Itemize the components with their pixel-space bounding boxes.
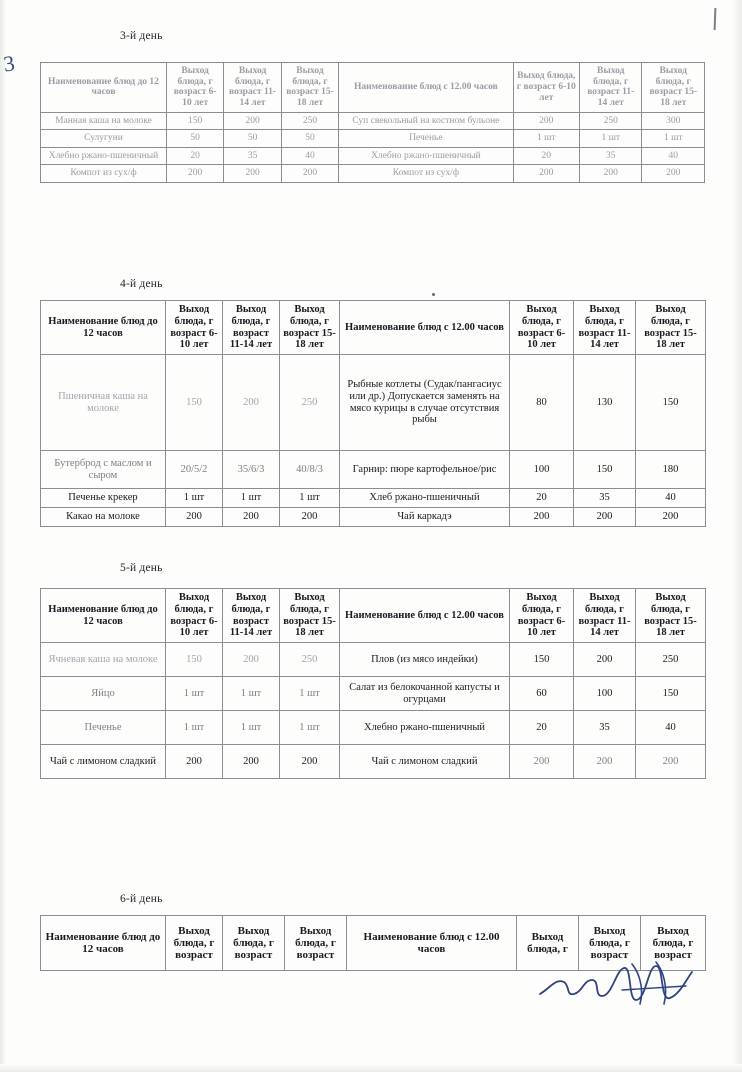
cell-left-15-18: 1 шт (280, 711, 340, 745)
cell-left-6-10: 1 шт (166, 711, 223, 745)
cell-right-15-18: 180 (636, 451, 706, 489)
cell-left-6-10: 150 (166, 643, 223, 677)
scan-edge-bottom (0, 1064, 742, 1072)
cell-left-6-10: 20/5/2 (166, 451, 223, 489)
col-right-15-18: Выход блюда, г возраст 15-18 лет (636, 589, 706, 643)
day-label-5: 5-й день (120, 562, 163, 574)
cell-right-6-10: 150 (510, 643, 574, 677)
cell-right-11-14: 200 (574, 507, 636, 526)
cell-left-6-10: 200 (166, 165, 223, 183)
col-right-11-14: Выход блюда, г возраст 11-14 лет (580, 63, 642, 113)
col-left-name: Наименование блюд до 12 часов (41, 63, 167, 113)
signature-mark (536, 960, 696, 1010)
cell-right-6-10: 20 (513, 147, 580, 165)
cell-left-name: Сулугуни (41, 130, 167, 148)
page-number-handwritten: 3 (1, 50, 17, 77)
cell-right-name: Компот из сух/ф (339, 165, 513, 183)
ink-dot (432, 293, 435, 296)
cell-right-name: Печенье (339, 130, 513, 148)
col-right-6-10: Выход блюда, г возраст 6-10 лет (513, 63, 580, 113)
col-left-11-14: Выход блюда, г возраст (223, 916, 285, 971)
cell-left-name: Какао на молоке (41, 507, 166, 526)
col-left-11-14: Выход блюда, г возраст 11-14 лет (224, 63, 281, 113)
cell-left-name: Печенье (41, 711, 166, 745)
cell-left-15-18: 200 (280, 745, 340, 779)
cell-right-name: Суп свекольный на костном бульоне (339, 112, 513, 130)
col-left-11-14: Выход блюда, г возраст 11-14 лет (223, 301, 280, 355)
day-label-3: 3-й день (120, 30, 163, 42)
table-row (41, 451, 706, 489)
cell-right-11-14: 200 (574, 643, 636, 677)
cell-left-15-18: 40 (281, 147, 338, 165)
col-left-name: Наименование блюд до 12 часов (41, 589, 166, 643)
cell-right-6-10: 80 (510, 355, 574, 451)
cell-right-name: Хлеб ржано-пшеничный (340, 489, 510, 508)
cell-right-11-14: 250 (580, 112, 642, 130)
cell-left-15-18: 200 (281, 165, 338, 183)
col-right-name: Наименование блюд с 12.00 часов (339, 63, 513, 113)
cell-left-15-18: 1 шт (280, 489, 340, 508)
cell-right-15-18: 40 (636, 711, 706, 745)
scan-edge-left (0, 0, 6, 1072)
cell-left-6-10: 20 (166, 147, 223, 165)
cell-right-11-14: 200 (580, 165, 642, 183)
cell-left-name: Ячневая каша на молоке (41, 643, 166, 677)
cell-right-15-18: 250 (636, 643, 706, 677)
cell-right-15-18: 150 (636, 677, 706, 711)
top-right-pen-mark (714, 8, 717, 30)
cell-right-11-14: 130 (574, 355, 636, 451)
cell-left-name: Чай с лимоном сладкий (41, 745, 166, 779)
cell-right-6-10: 200 (510, 507, 574, 526)
col-left-name: Наименование блюд до 12 часов (41, 916, 166, 971)
menu-table-day-4 (40, 300, 706, 527)
cell-left-11-14: 200 (223, 745, 280, 779)
cell-left-name: Бутерброд с маслом и сыром (41, 451, 166, 489)
table-row (41, 147, 705, 165)
cell-left-15-18: 250 (281, 112, 338, 130)
cell-left-name: Компот из сух/ф (41, 165, 167, 183)
col-left-15-18: Выход блюда, г возраст 15-18 лет (280, 589, 340, 643)
cell-right-name: Хлебно ржано-пшеничный (339, 147, 513, 165)
cell-left-11-14: 35/6/3 (223, 451, 280, 489)
cell-left-11-14: 200 (223, 643, 280, 677)
cell-right-15-18: 40 (636, 489, 706, 508)
table-row (41, 112, 705, 130)
cell-right-6-10: 20 (510, 711, 574, 745)
table-row (41, 677, 706, 711)
table-row (41, 130, 705, 148)
col-left-15-18: Выход блюда, г возраст 15-18 лет (280, 301, 340, 355)
cell-left-15-18: 200 (280, 507, 340, 526)
cell-left-15-18: 250 (280, 355, 340, 451)
cell-right-name: Чай каркадэ (340, 507, 510, 526)
cell-left-6-10: 150 (166, 112, 223, 130)
col-left-11-14: Выход блюда, г возраст 11-14 лет (223, 589, 280, 643)
cell-right-6-10: 200 (513, 165, 580, 183)
cell-right-name: Хлебно ржано-пшеничный (340, 711, 510, 745)
table-row (41, 711, 706, 745)
table-row (41, 355, 706, 451)
cell-left-6-10: 1 шт (166, 489, 223, 508)
cell-right-11-14: 1 шт (580, 130, 642, 148)
col-right-6-10: Выход блюда, г возраст 6-10 лет (510, 589, 574, 643)
col-left-6-10: Выход блюда, г возраст (166, 916, 223, 971)
cell-left-15-18: 1 шт (280, 677, 340, 711)
cell-right-6-10: 200 (510, 745, 574, 779)
cell-right-15-18: 200 (642, 165, 705, 183)
col-right-15-18: Выход блюда, г возраст 15-18 лет (636, 301, 706, 355)
table-header-row (41, 589, 706, 643)
cell-right-name: Плов (из мясо индейки) (340, 643, 510, 677)
table-row (41, 507, 706, 526)
cell-right-15-18: 150 (636, 355, 706, 451)
cell-right-11-14: 35 (574, 489, 636, 508)
table-row (41, 745, 706, 779)
cell-right-name: Рыбные котлеты (Судак/пангасиус или др.) Допускается заменять на мясо курицы в случае отсутствия рыбы (340, 355, 510, 451)
col-left-6-10: Выход блюда, г возраст 6-10 лет (166, 589, 223, 643)
col-left-6-10: Выход блюда, г возраст 6-10 лет (166, 63, 223, 113)
cell-left-6-10: 50 (166, 130, 223, 148)
cell-left-6-10: 200 (166, 507, 223, 526)
cell-right-11-14: 35 (574, 711, 636, 745)
col-left-name: Наименование блюд до 12 часов (41, 301, 166, 355)
cell-left-6-10: 150 (166, 355, 223, 451)
cell-left-name: Пшеничная каша на молоке (41, 355, 166, 451)
cell-right-name: Салат из белокочанной капусты и огурцами (340, 677, 510, 711)
col-right-15-18: Выход блюда, г возраст (641, 916, 706, 971)
cell-left-name: Яйцо (41, 677, 166, 711)
col-right-name: Наименование блюд с 12.00 часов (340, 301, 510, 355)
cell-right-11-14: 35 (580, 147, 642, 165)
cell-left-11-14: 200 (224, 165, 281, 183)
cell-right-15-18: 200 (636, 507, 706, 526)
cell-right-6-10: 1 шт (513, 130, 580, 148)
scan-edge-right (732, 0, 742, 1072)
cell-left-name: Манная каша на молоке (41, 112, 167, 130)
col-right-11-14: Выход блюда, г возраст (579, 916, 641, 971)
col-left-15-18: Выход блюда, г возраст (285, 916, 347, 971)
col-left-6-10: Выход блюда, г возраст 6-10 лет (166, 301, 223, 355)
cell-left-6-10: 1 шт (166, 677, 223, 711)
cell-left-15-18: 250 (280, 643, 340, 677)
col-right-name: Наименование блюд с 12.00 часов (340, 589, 510, 643)
cell-right-15-18: 200 (636, 745, 706, 779)
menu-table-day-3 (40, 62, 705, 183)
table-header-row (41, 301, 706, 355)
cell-right-11-14: 100 (574, 677, 636, 711)
table-header-row (41, 63, 705, 113)
menu-table-day-5 (40, 588, 706, 779)
col-right-6-10: Выход блюда, г возраст 6-10 лет (510, 301, 574, 355)
col-right-15-18: Выход блюда, г возраст 15-18 лет (642, 63, 705, 113)
col-left-15-18: Выход блюда, г возраст 15-18 лет (281, 63, 338, 113)
cell-right-15-18: 1 шт (642, 130, 705, 148)
cell-left-11-14: 35 (224, 147, 281, 165)
col-right-6-10: Выход блюда, г (517, 916, 579, 971)
cell-right-15-18: 300 (642, 112, 705, 130)
day-label-6: 6-й день (120, 893, 163, 905)
cell-right-name: Гарнир: пюре картофельное/рис (340, 451, 510, 489)
cell-right-11-14: 200 (574, 745, 636, 779)
cell-left-15-18: 50 (281, 130, 338, 148)
cell-left-11-14: 50 (224, 130, 281, 148)
col-right-11-14: Выход блюда, г возраст 11-14 лет (574, 589, 636, 643)
table-row (41, 489, 706, 508)
cell-right-name: Чай с лимоном сладкий (340, 745, 510, 779)
table-row (41, 165, 705, 183)
cell-left-11-14: 200 (223, 355, 280, 451)
cell-left-6-10: 200 (166, 745, 223, 779)
cell-left-name: Печенье крекер (41, 489, 166, 508)
table-row (41, 643, 706, 677)
cell-right-15-18: 40 (642, 147, 705, 165)
cell-left-11-14: 200 (224, 112, 281, 130)
col-right-name: Наименование блюд с 12.00 часов (347, 916, 517, 971)
cell-left-11-14: 1 шт (223, 711, 280, 745)
cell-right-6-10: 200 (513, 112, 580, 130)
cell-left-11-14: 1 шт (223, 489, 280, 508)
cell-left-11-14: 200 (223, 507, 280, 526)
cell-right-6-10: 60 (510, 677, 574, 711)
cell-right-11-14: 150 (574, 451, 636, 489)
cell-right-6-10: 20 (510, 489, 574, 508)
cell-left-15-18: 40/8/3 (280, 451, 340, 489)
cell-left-11-14: 1 шт (223, 677, 280, 711)
col-right-11-14: Выход блюда, г возраст 11-14 лет (574, 301, 636, 355)
cell-right-6-10: 100 (510, 451, 574, 489)
cell-left-name: Хлебно ржано-пшеничный (41, 147, 167, 165)
day-label-4: 4-й день (120, 278, 163, 290)
